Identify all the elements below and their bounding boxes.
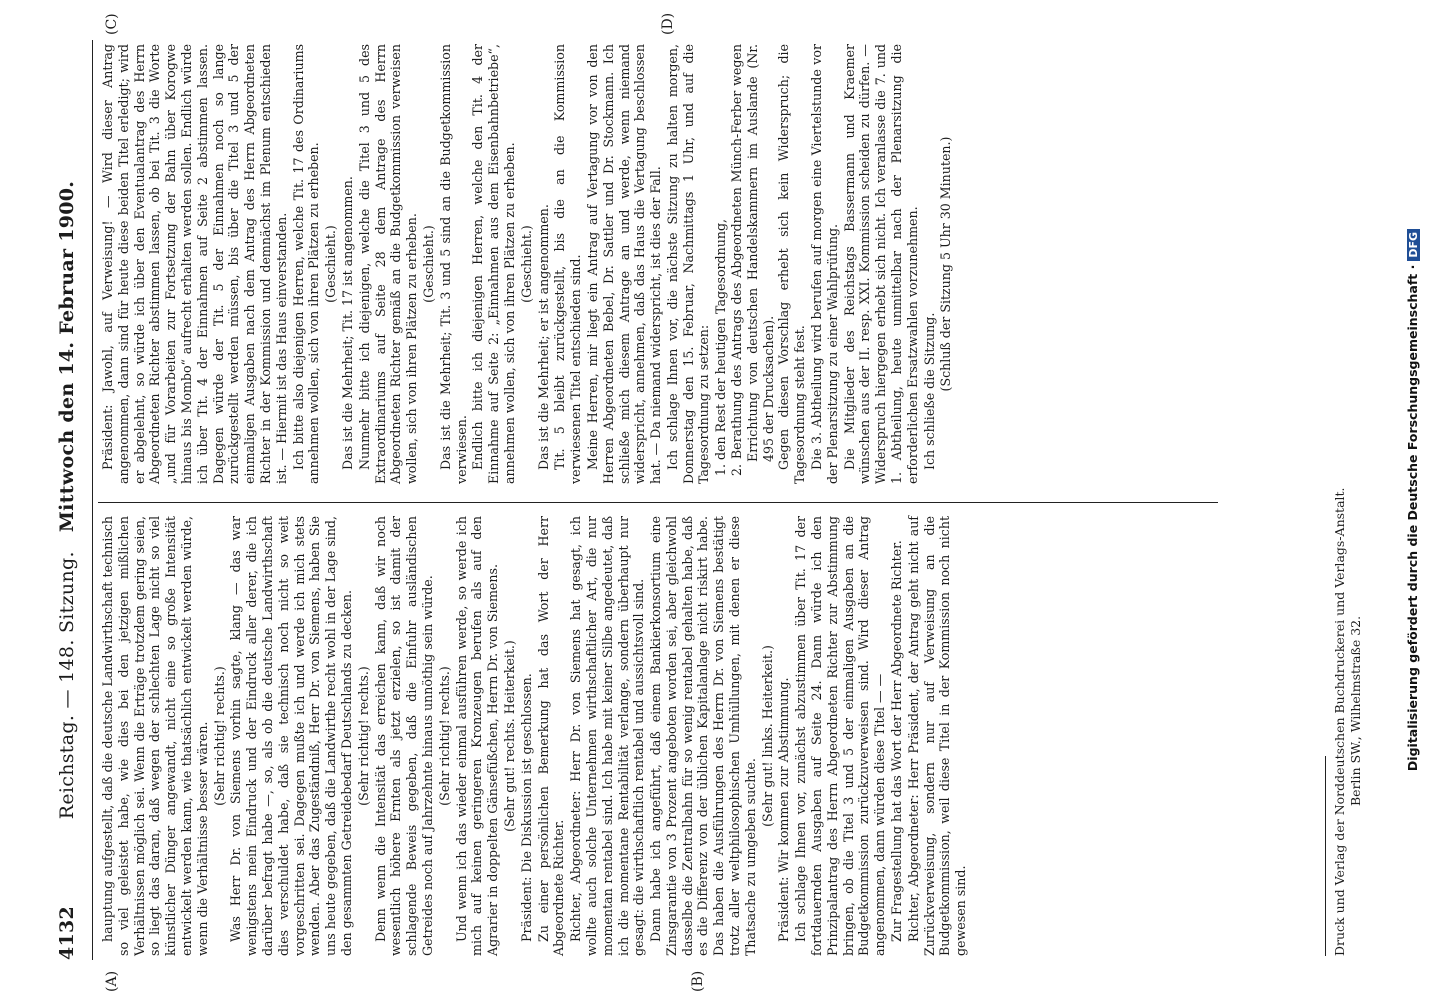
left-column-paragraph: Richter, Abgeordneter: Herr Präsident, der Antrag geht nicht auf Zurückverweisung, sondern nur auf Verweisung an die Budgetkommission, weil diese Titel in der Kommission noch nicht gewesen sind. [905,516,969,956]
session-date: Mittwoch den 14. Februar 1900. [56,180,78,533]
imprint-line-1: Druck und Verlag der Norddeutschen Buchdruckerei und Verlags-Anstalt. [1332,487,1347,956]
left-column-remark: (Sehr richtig! rechts.) [355,666,371,806]
margin-marker-a: (A) [104,970,120,992]
session-label: Reichstag. — 148. Sitzung. [56,551,78,820]
right-column [100,44,955,484]
right-column-paragraph: Das ist die Mehrheit; Tit. 3 und 5 sind an die Budgetkommission verwiesen. [437,44,469,484]
margin-marker-d: (D) [660,12,676,35]
session-title [56,0,78,1000]
left-column-paragraph: Richter, Abgeordneter: Herr Dr. von Siemens hat gesagt, ich wollte auch solche Unternehmen wirthschaftlicher Art, die nur momentan rentabel sind. Ich habe mit keiner Silbe angedeutet, daß ich die momentane Rentabilität verlange, sondern überhaupt nur gesagt: die wirthschaftlich rentabel und aussichtsvoll sind. [568,516,647,956]
right-column-paragraph: Ich bitte also diejenigen Herren, welche Tit. 17 des Ordinariums annehmen wollen, sich von ihren Plätzen zu erheben. [290,44,322,484]
left-column-paragraph: Präsident: Die Diskussion ist geschlossen. [518,673,534,942]
left-column-paragraph: Zur Fragestellung hat das Wort der Herr Abgeordnete Richter. [889,540,905,942]
right-column-remark: (Geschieht.) [420,225,436,303]
margin-marker-b: (B) [690,970,706,992]
left-column-remark: (Sehr richtig! rechts.) [436,666,452,806]
right-column-paragraph: Tit. 5 bleibt zurückgestellt, bis die an die Kommission verwiesenen Titel entschieden sind. [552,44,584,484]
right-column-paragraph: Das ist die Mehrheit; Tit. 17 ist angenommen. [339,176,355,470]
right-column-agenda-item: 1. den Rest der heutigen Tagesordnung, [713,218,729,476]
left-column-remark: (Sehr gut! links. Heiterkeit.) [759,645,775,827]
left-column-paragraph: Denn wenn die Intensität das erreichen kann, daß wir noch wesentlich höhere Ernten als jetzt erzielen, so ist damit der schlagende Beweis gegeben, daß die Einfuhr ausländischen Getreides noch auf Jahrzehnte hinaus unnöthig sein würde. [372,516,435,956]
right-column-remark: (Geschieht.) [323,225,339,303]
right-column-paragraph: Die 3. Abtheilung wird berufen auf morgen eine Viertelstunde vor der Plenarsitzung zu einer Wahlprüfung. [809,44,840,484]
right-column-remark: (Geschieht.) [518,225,534,303]
printer-imprint [1332,36,1364,956]
credit-text: Digitalisierung gefördert durch die Deutsche Forschungsgemeinschaft · [1405,264,1420,772]
right-column-paragraph: Die Mitglieder des Reichstags Bassermann und Kraemer wünschen aus der II. resp. XXI. Kommission scheiden zu dürfen. — Widerspruch hiergegen erhebt sich nicht. Ich veranlasse die 7. und 1. Abtheilung, heute unmittelbar nach der Plenarsitzung die erforderlichen Ersatzwahlen vorzunehmen. [841,44,920,484]
right-column-paragraph: Meine Herren, mir liegt ein Antrag auf Vertagung vor von den Herren Abgeordneten Bebel, Dr. Sattler und Dr. Stockmann. Ich schließe mich diesem Antrage an und werde, wenn niemand widerspricht, annehmen, daß das Haus die Vertagung beschlossen hat. — Da niemand widerspricht, ist dies der Fall. [584,44,664,484]
right-column-paragraph: Ich schließe die Sitzung. [921,312,937,470]
footer-rule [1325,756,1326,956]
left-column-paragraph: Dann habe ich angeführt, daß einem Bankierkonsortium eine Zinsgarantie von 3 Prozent angeboten worden sei, aber gleichwohl dasselbe die Zentralbahn für so wenig rentabel gehalten habe, daß es die Differenz von der üblichen Kapitalanlage nicht riskirt habe. Das haben die Ausführungen des Herrn Dr. von Siemens bestätigt trotz aller weltphilosophischen Umhüllungen, mit denen er diese Thatsache zu umgeben suchte. [648,516,758,956]
margin-marker-c: (C) [104,13,120,35]
right-column-agenda-item: 2. Berathung des Antrags des Abgeordneten Münch-Ferber wegen Errichtung von deutschen Handelskammern im Auslande (Nr. 495 der Drucksachen). [729,44,776,476]
left-column-remark: (Sehr gut! rechts. Heiterkeit.) [501,640,517,832]
right-column-paragraph: Ich schlage Ihnen vor, die nächste Sitzung zu halten morgen, Donnerstag den 15. Februar, Nachmittags 1 Uhr, und auf die Tagesordnung zu setzen: [664,44,712,484]
left-column-paragraph: Und wenn ich das wieder einmal ausführen werde, so werde ich mich auf keinen geringeren Kronzeugen berufen als auf den Agrarier in doppelten Gänsefüßchen, Herrn Dr. von Siemens. [453,516,501,956]
imprint-line-2: Berlin SW., Wilhelmstraße 32. [1348,615,1363,806]
column-divider [98,502,1218,503]
left-column-remark: (Sehr richtig! rechts.) [211,666,227,806]
page-number: 4132 [56,905,78,960]
left-column-paragraph: hauptung aufgestellt, daß die deutsche Landwirthschaft technisch so viel geleistet habe, wie dies bei den jetzigen mißlichen Verhältnissen möglich sei. Wenn die Erträge trotzdem gering seien, so liegt das daran, daß wegen der schlechten Lage nicht so viel künstlicher Dünger angewandt, nicht eine so große Intensität entwickelt werden kann, wie thatsächlich entwickelt werden würde, wenn die Verhältnisse besser wären. [100,516,210,956]
left-column-paragraph: Ich schlage Ihnen vor, zunächst abzustimmen über Tit. 17 der fortdauernden Ausgaben auf Seite 24. Dann würde ich den Prinzipalantrag des Herrn Abgeordneten Richter zur Abstimmung bringen, ob die Titel 3 und 5 der einmaligen Ausgaben an die Budgetkommission zurückzuverweisen sind. Wird dieser Antrag angenommen, dann würden diese Titel — — [793,516,888,956]
left-column [100,516,970,956]
header-rule [92,40,93,960]
dfg-logo-badge: DFG [1407,229,1420,261]
right-column-paragraph: Nunmehr bitte ich diejenigen, welche die Titel 3 und 5 des Extraordinariums auf Seite 28 dem Antrage des Herrn Abgeordneten Richter gemäß an die Budgetkommission verweisen wollen, sich von ihren Plätzen zu erheben. [356,44,420,484]
left-column-paragraph: Zu einer persönlichen Bemerkung hat das Wort der Herr Abgeordnete Richter. [535,516,567,956]
right-column-paragraph: Präsident: Jawohl, auf Verweisung! — Wird dieser Antrag angenommen, dann sind für heute diese beiden Titel erledigt; wird er abgelehnt, so würde ich über den Eventualantrag des Herrn Abgeordneten Richter abstimmen lassen, ob bei Tit. 3 die Worte „und für Vorarbeiten zur Fortsetzung der Bahn über Korogwe hinaus bis Mombo“ aufrecht erhalten werden sollen. Endlich würde ich über Tit. 4 der Einnahmen auf Seite 2 abstimmen lassen. Dagegen würde der Tit. 5 der Einnahmen noch so lange zurückgestellt werden müssen, bis über die Titel 3 und 5 der einmaligen Ausgaben nach dem Antrag des Herrn Abgeordneten Richter in der Kommission und demnächst im Plenum entschieden ist. — Hiermit ist das Haus einverstanden. [100,44,289,484]
digitization-credit [1405,0,1420,1000]
right-column-remark: (Schluß der Sitzung 5 Uhr 30 Minuten.) [938,136,954,392]
right-column-paragraph: Das ist die Mehrheit; er ist angenommen. [535,204,551,470]
left-column-paragraph: Was Herr Dr. von Siemens vorhin sagte, klang — das war wenigstens mein Eindruck und der Eindruck aller derer, die ich darüber befragt habe —, so, als ob die deutsche Landwirthschaft dies verschuldet habe, daß sie technisch noch nicht so weit vorgeschritten sei. Dagegen mußte ich und werde ich mich stets wenden. Aber das Zugeständniß, Herr Dr. von Siemens, haben Sie uns heute gegeben, daß die Landwirthe recht wohl in der Lage sind, den gesammten Getreidebedarf Deutschlands zu decken. [228,516,354,956]
left-column-paragraph: Präsident: Wir kommen zur Abstimmung. [776,677,792,942]
right-column-paragraph: Endlich bitte ich diejenigen Herren, welche den Tit. 4 der Einnahme auf Seite 2: „Einnahmen aus dem Eisenbahnbetriebe“, annehmen wollen, sich von ihren Plätzen zu erheben. [470,44,517,484]
right-column-paragraph: Gegen diesen Vorschlag erhebt sich kein Widerspruch; die Tagesordnung steht fest. [776,44,808,484]
